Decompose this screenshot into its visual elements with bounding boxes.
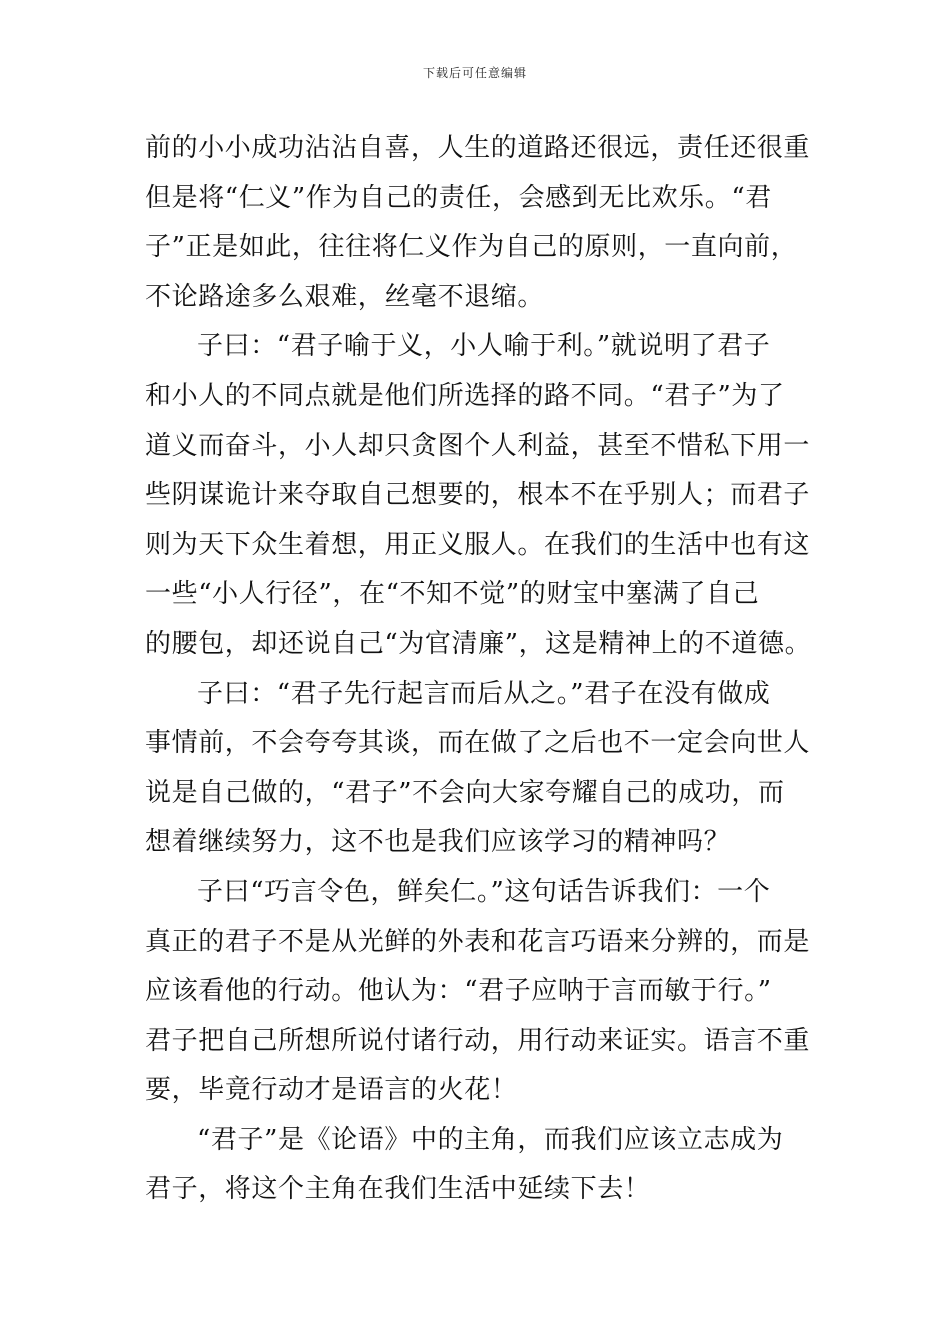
text-line: 不论路途多么艰难，丝毫不退缩。: [145, 281, 545, 312]
text-line: 真正的君子不是从光鲜的外表和花言巧语来分辨的，而是: [145, 926, 811, 957]
text-line: 些阴谋诡计来夺取自己想要的，根本不在乎别人；而君子: [145, 480, 811, 511]
text-line: 子”正是如此，往往将仁义作为自己的原则，一直向前，: [145, 232, 798, 263]
text-line: 前的小小成功沾沾自喜，人生的道路还很远，责任还很重: [145, 133, 811, 163]
text-line: 君子把自己所想所说付诸行动，用行动来证实。语言不重: [145, 1025, 811, 1056]
header-note: 下载后可任意编辑: [422, 66, 527, 80]
text-line: 和小人的不同点就是他们所选择的路不同。“君子”为了: [145, 380, 785, 411]
text-line: 要，毕竟行动才是语言的火花！: [145, 1075, 518, 1106]
text-line: 想着继续努力，这不也是我们应该学习的精神吗？: [145, 827, 731, 858]
text-line: 一些“小人行径”，在“不知不觉”的财宝中塞满了自己: [145, 579, 760, 610]
text-line: 君子，将这个主角在我们生活中延续下去！: [145, 1174, 651, 1205]
text-line: 说是自己做的，“君子”不会向大家夸耀自己的成功，而: [145, 777, 785, 808]
body-text: [145, 124, 812, 1215]
text-line: 子曰：“君子喻于义，小人喻于利。”就说明了君子: [197, 331, 771, 362]
text-line: 事情前，不会夸夸其谈，而在做了之后也不一定会向世人: [145, 728, 811, 759]
text-line: “君子”是《论语》中的主角，而我们应该立志成为: [197, 1124, 784, 1155]
text-line: 的腰包，却还说自己“为官清廉”，这是精神上的不道德。: [145, 628, 812, 659]
text-line: 子曰：“君子先行起言而后从之。”君子在没有做成: [197, 678, 771, 709]
text-line: 道义而奋斗，小人却只贪图个人利益，甚至不惜私下用一: [145, 430, 811, 461]
text-line: 应该看他的行动。他认为：“君子应呐于言而敏于行。”: [145, 976, 772, 1007]
text-line: 子曰“巧言令色，鲜矣仁。”这句话告诉我们：一个: [197, 876, 771, 907]
text-line: 但是将“仁义”作为自己的责任，会感到无比欢乐。“君: [145, 182, 772, 213]
text-line: 则为天下众生着想，用正义服人。在我们的生活中也有这: [145, 529, 811, 560]
